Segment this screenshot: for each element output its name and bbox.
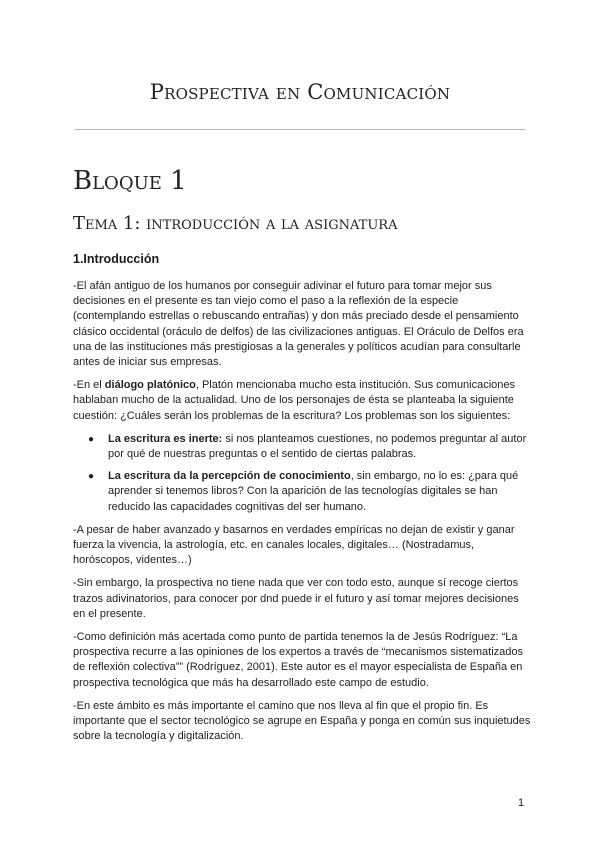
bullet-marker: ● — [88, 433, 95, 445]
bullet-item — [88, 469, 531, 515]
topic-heading: Tema 1: introducción a la asignatura — [73, 213, 398, 234]
section-heading: 1.Introducción — [73, 252, 160, 266]
title-divider — [75, 129, 525, 130]
bullet-marker: ● — [88, 471, 95, 483]
paragraph-2-bold: diálogo platónico — [104, 379, 196, 392]
document-body — [73, 279, 531, 752]
paragraph-2-prefix: -En el — [73, 379, 105, 392]
bullet-list — [73, 432, 531, 515]
paragraph-4: -Sin embargo, la prospectiva no tiene nada que ver con todo esto, aunque sí recoge ciertos trazos adivinatorios, para conocer por dnd puede ir el futuro y así tomar mejores decisiones en el presente. — [73, 577, 519, 620]
paragraph-2 — [73, 378, 531, 424]
paragraph-2-suffix: , Platón mencionaba mucho esta institución. Sus comunicaciones hablaban mucho de la actualidad. Uno de los personajes de ésta se planteaba la siguiente cuestión: ¿Cuáles serán los problemas de la escritura? Los problemas son los siguientes: — [73, 379, 516, 422]
paragraph-1: -El afán antiguo de los humanos por conseguir adivinar el futuro para tomar mejor sus decisiones en el presente es tan viejo como el paso a la reflexión de la especie (contemplando estrellas o rebuscando entrañas) y don más preciado desde el pensamiento clásico occidental (oráculo de delfos) de las civilizaciones antiguas. El Oráculo de Delfos era una de las instituciones más prestigiosas a la generales y políticos acudían para consultarle antes de iniciar sus empresas. — [73, 280, 524, 369]
paragraph-6: -En este ámbito es más importante el camino que nos lleva al fin que el propio fin. Es importante que el sector tecnológico se agrupe en España y ponga en común sus inquietudes sobre la tecnología y digitalización. — [73, 699, 531, 743]
paragraph-5: -Como definición más acertada como punto de partida tenemos la de Jesús Rodríguez: “La prospectiva recurre a las opiniones de los expertos a través de “mecanismos sistematizados de reflexión colectiva”” (Rodríguez, 2001). Este autor es el mayor especialista de España en prospectiva tecnológica que más ha desarrollado este campo de estudio. — [73, 631, 523, 689]
page-number: 1 — [518, 797, 525, 809]
bullet-item — [88, 432, 531, 462]
bullet-text: , sin embargo, no lo es: ¿para qué aprender si tenemos libros? Con la aparición de las tecnologías digitales se han reducido las capacidades cognitivas del ser humano. — [108, 470, 519, 513]
bullet-bold: La escritura da la percepción de conocimiento — [108, 470, 351, 483]
block-heading: Bloque 1 — [73, 166, 187, 196]
paragraph-3: -A pesar de haber avanzado y basarnos en verdades empíricas no dejan de existir y ganar fuerza la vivencia, la astrología, etc. en canales locales, digitales… (Nostradamus, horóscopos, videntes…) — [73, 523, 515, 567]
bullet-bold: La escritura es inerte: — [108, 432, 223, 445]
document-title: Prospectiva en Comunicación — [149, 80, 451, 104]
bullet-text: si nos planteamos cuestiones, no podemos preguntar al autor por qué de nuestras preguntas o el sentido de ciertas palabras. — [108, 432, 527, 461]
